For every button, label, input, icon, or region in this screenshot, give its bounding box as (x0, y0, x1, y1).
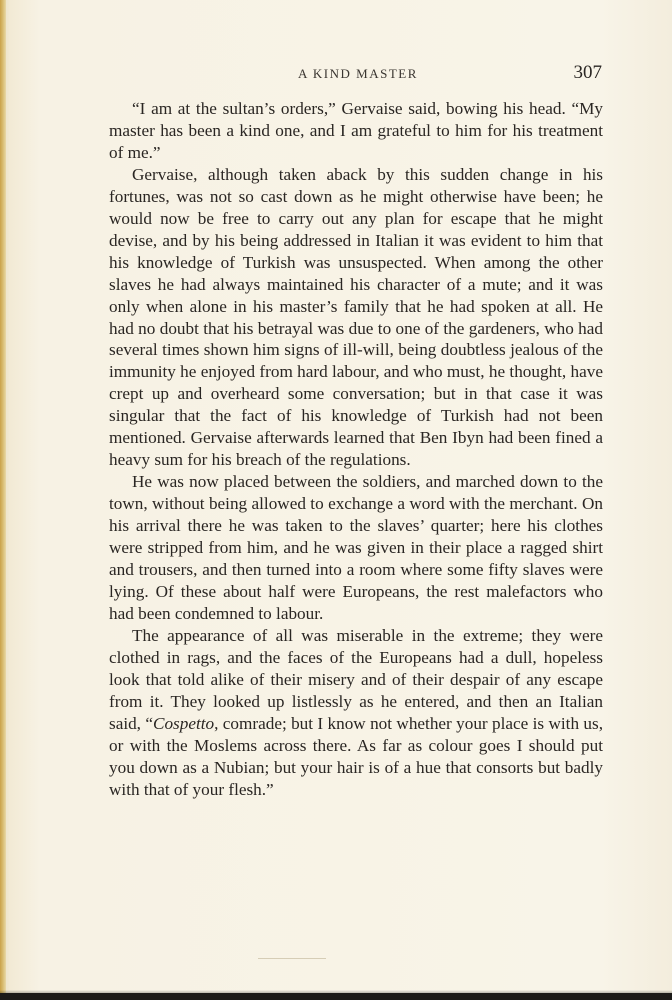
body-text (109, 98, 603, 801)
faint-rule (258, 958, 326, 959)
running-head: A KIND MASTER (298, 66, 418, 81)
scan-bottom-edge (0, 993, 672, 1000)
page-header (108, 60, 606, 88)
paragraph-4-after: , comrade; but I know not whether your place is with us, or with the Moslems across there. As far as colour goes I should put you down as a Nubian; but your hair is of a hue that consorts but badly with that of your flesh.” (109, 713, 603, 799)
paragraph-3: He was now placed between the soldiers, and marched down to the town, without being allowed to exchange a word with the merchant. On his arrival there he was taken to the slaves’ quarter; here his clothes were stripped from him, and he was given in their place a ragged shirt and trousers, and then turned into a room where some fifty slaves were lying. Of these about half were Europeans, the rest malefactors who had been condemned to labour. (109, 472, 603, 623)
paragraph-4 (109, 625, 603, 801)
paragraph-1: “I am at the sultan’s orders,” Gervaise said, bowing his head. “My master has been a kind one, and I am grateful to him for his treatment of me.” (109, 99, 603, 162)
paragraph-2: Gervaise, although taken aback by this sudden change in his fortunes, was not so cast down as he might otherwise have been; he would now be free to carry out any plan for escape that he might devise, and by his being addressed in Italian it was evident to him that his knowledge of Turkish was unsuspected. When among the other slaves he had always maintained his character of a mute; and it was only when alone in his master’s family that he had spoken at all. He had no doubt that his betrayal was due to one of the gardeners, who had several times shown him signs of ill-will, being doubtless jealous of the immunity he enjoyed from hard labour, and who must, he thought, have crept up and overheard some conversation; but in that case it was singular that the fact of his knowledge of Turkish had not been mentioned. Gervaise afterwards learned that Ben Ibyn had been fined a heavy sum for his breach of the regulations. (109, 164, 603, 470)
paragraph-4-before: The appearance of all was miserable in the extreme; they were clothed in rags, and the faces of the Europeans had a dull, hopeless look that told alike of their misery and of their despair of any escape from it. They looked up listlessly as he entered, and then an Italian said, “ (109, 625, 603, 733)
page-gilt-edge (0, 0, 6, 1000)
paragraph-4-italic: Cospetto (152, 713, 215, 733)
page-number: 307 (573, 62, 602, 83)
